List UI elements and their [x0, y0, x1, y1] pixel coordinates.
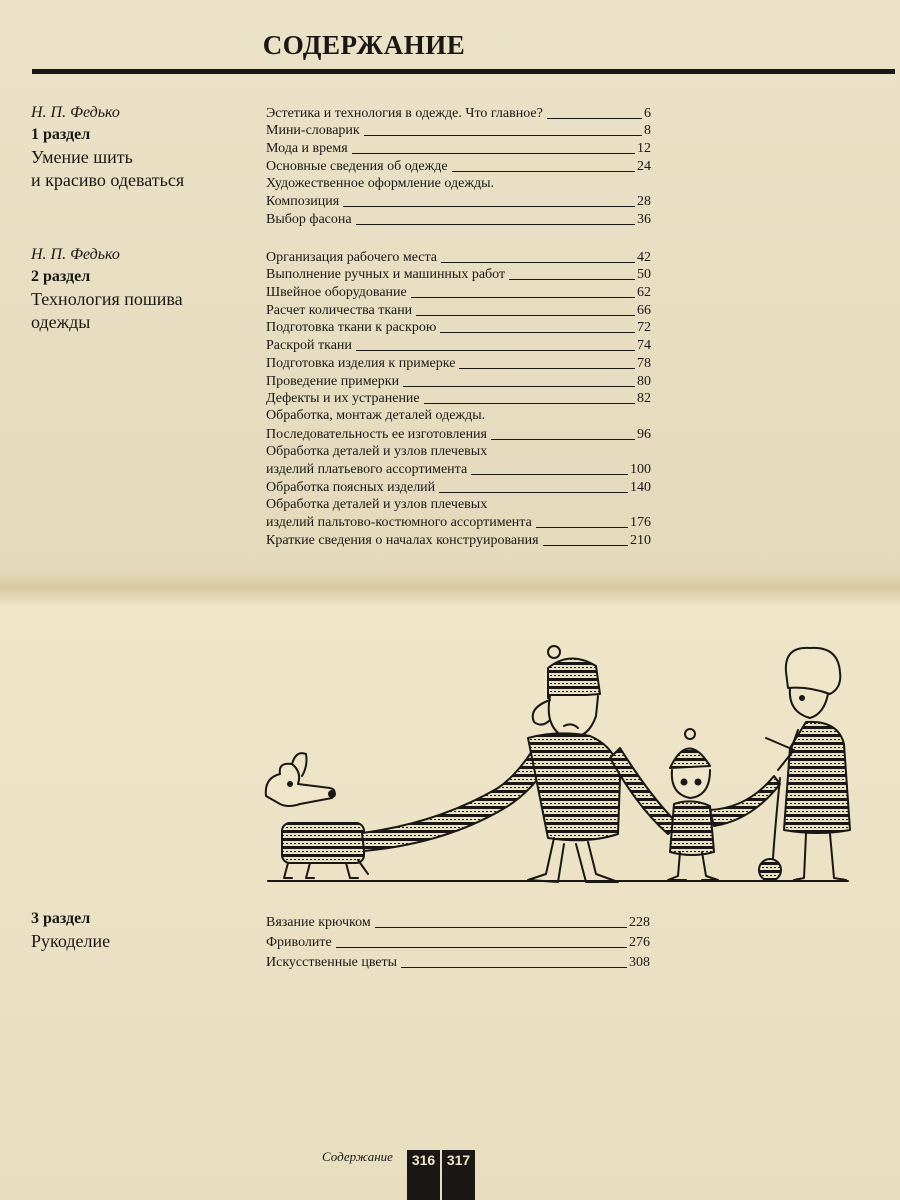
toc-entry-page: 80 [637, 373, 651, 389]
toc-entry-title: Выбор фасона [266, 211, 352, 227]
toc-entry-continued [266, 175, 651, 193]
toc-entry[interactable] [266, 122, 651, 140]
toc-entry-continued [266, 496, 651, 514]
toc-entry[interactable] [266, 460, 651, 478]
leader-line [509, 279, 635, 280]
leader-line [459, 368, 635, 369]
toc-entry-page: 276 [629, 935, 650, 950]
toc-entry-page: 62 [637, 285, 651, 301]
toc-entry[interactable] [266, 319, 651, 337]
toc-entry-title: Мини-словарик [266, 123, 360, 139]
section-1-title-line: Умение шить [31, 147, 133, 167]
toc-entry-page: 42 [637, 249, 651, 265]
toc-entry-page: 78 [637, 355, 651, 371]
toc-entry-title: Обработка поясных изделий [266, 479, 436, 495]
toc-entry[interactable] [266, 266, 651, 284]
toc-entry-page: 96 [637, 426, 651, 442]
leader-line [536, 527, 628, 528]
toc-entry-page: 308 [629, 955, 650, 970]
title-rule [32, 69, 895, 74]
toc-entry-title: Фриволите [266, 935, 332, 950]
toc-entry-continued [266, 407, 651, 425]
dog-figure [266, 753, 368, 878]
page-number-left: 316 [407, 1150, 440, 1200]
leader-line [439, 492, 628, 493]
toc-entry-page: 24 [637, 158, 651, 174]
toc-entry-page: 8 [644, 123, 651, 139]
leader-line [543, 545, 628, 546]
section-2-header [31, 244, 251, 334]
section-1-toc [266, 104, 651, 228]
toc-entry-page: 100 [630, 461, 651, 477]
leader-line [416, 315, 635, 316]
leader-line [401, 967, 627, 968]
toc-entry[interactable] [266, 192, 651, 210]
section-3-label: 3 раздел [31, 910, 91, 927]
toc-entry[interactable] [266, 478, 651, 496]
leader-line [424, 403, 635, 404]
section-2-toc [266, 248, 651, 549]
toc-entry-title: Искусственные цветы [266, 955, 398, 970]
leader-line [375, 927, 627, 928]
toc-entry-title: Организация рабочего места [266, 249, 437, 265]
toc-entry-title: Последовательность ее изготовления [266, 426, 487, 442]
leader-line [547, 118, 642, 119]
toc-entry-title: Обработка деталей и узлов плечевых [266, 496, 488, 512]
toc-entry-page: 82 [637, 391, 651, 407]
toc-entry[interactable] [266, 283, 651, 301]
toc-entry-title: Выполнение ручных и машинных работ [266, 267, 506, 283]
leader-line [403, 386, 635, 387]
toc-entry-page: 28 [637, 194, 651, 210]
toc-entry[interactable] [266, 336, 651, 354]
toc-entry[interactable] [266, 301, 651, 319]
toc-entry[interactable] [266, 104, 651, 122]
toc-entry[interactable] [266, 210, 651, 228]
toc-entry-title: Расчет количества ткани [266, 302, 413, 318]
leader-line [336, 947, 627, 948]
toc-entry-continued [266, 443, 651, 461]
toc-entry-title: изделий платьевого ассортимента [266, 461, 468, 477]
toc-entry-title: изделий пальтово-костюмного ассортимента [266, 515, 532, 530]
knitted-family-illustration [258, 638, 858, 888]
leader-line [356, 350, 635, 351]
toc-entry-page: 228 [629, 915, 650, 930]
toc-entry-page: 12 [637, 141, 651, 157]
toc-entry-page: 140 [630, 479, 651, 495]
toc-entry-title: Проведение примерки [266, 373, 400, 389]
leader-line [441, 262, 635, 263]
toc-entry[interactable] [266, 513, 651, 531]
toc-entry-title: Краткие сведения о началах конструирования [266, 532, 539, 548]
leader-line [452, 171, 635, 172]
toc-entry-title: Вязание крючком [266, 915, 371, 930]
toc-entry[interactable] [266, 157, 651, 175]
toc-entry-title: Дефекты и их устранение [266, 391, 420, 407]
toc-entry[interactable] [266, 911, 650, 931]
section-2-title-line: одежды [31, 312, 91, 332]
leader-line [343, 206, 635, 207]
section-1-label: 1 раздел [31, 126, 91, 143]
leader-line [356, 224, 635, 225]
toc-entry[interactable] [266, 248, 651, 266]
toc-entry[interactable] [266, 425, 651, 443]
toc-entry[interactable] [266, 931, 650, 951]
toc-entry-title: Подготовка ткани к раскрою [266, 320, 437, 336]
toc-entry-title: Швейное оборудование [266, 285, 407, 301]
section-3-header [31, 908, 251, 953]
toc-entry[interactable] [266, 354, 651, 372]
leader-line [471, 474, 628, 475]
toc-entry-page: 6 [644, 105, 651, 121]
toc-entry-page: 36 [637, 211, 651, 227]
toc-entry-title: Раскрой ткани [266, 338, 352, 354]
section-1-header [31, 102, 251, 192]
toc-entry-page: 210 [630, 532, 651, 548]
section-2-author: Н. П. Федько [31, 246, 120, 263]
toc-entry-title: Композиция [266, 194, 340, 210]
toc-entry-title: Подготовка изделия к примерке [266, 355, 456, 371]
woman-figure [759, 648, 850, 881]
section-3-toc [266, 911, 650, 971]
leader-line [440, 332, 635, 333]
toc-entry-page: 176 [630, 515, 651, 530]
leader-line [352, 153, 635, 154]
toc-entry-page: 74 [637, 338, 651, 354]
child-figure [668, 729, 780, 880]
toc-entry-title: Мода и время [266, 141, 348, 157]
toc-entry[interactable] [266, 372, 651, 390]
page-title: СОДЕРЖАНИЕ [262, 30, 466, 60]
page-fold [0, 572, 900, 606]
section-1-author: Н. П. Федько [31, 104, 120, 121]
toc-entry[interactable] [266, 951, 650, 971]
toc-entry-title: Основные сведения об одежде [266, 158, 448, 174]
toc-entry-page: 72 [637, 320, 651, 336]
footer-label: Содержание [322, 1149, 393, 1164]
toc-entry[interactable] [266, 531, 651, 549]
toc-entry-title: Эстетика и технология в одежде. Что главное? [266, 105, 543, 121]
section-2-label: 2 раздел [31, 268, 91, 285]
section-1-title-line: и красиво одеваться [31, 170, 185, 190]
leader-line [411, 297, 635, 298]
page-number-right: 317 [442, 1150, 475, 1200]
leader-line [364, 135, 642, 136]
toc-entry-title: Обработка деталей и узлов плечевых [266, 443, 488, 459]
man-figure [528, 646, 678, 882]
toc-entry-page: 66 [637, 302, 651, 318]
toc-entry-page: 50 [637, 267, 651, 283]
toc-entry-title: Обработка, монтаж деталей одежды. [266, 408, 486, 424]
toc-entry[interactable] [266, 390, 651, 408]
toc-entry-title: Художественное оформление одежды. [266, 175, 495, 191]
section-3-title-line: Рукоделие [31, 931, 111, 951]
leader-line [491, 439, 635, 440]
section-2-title-line: Технология пошива [31, 289, 183, 309]
toc-entry[interactable] [266, 139, 651, 157]
